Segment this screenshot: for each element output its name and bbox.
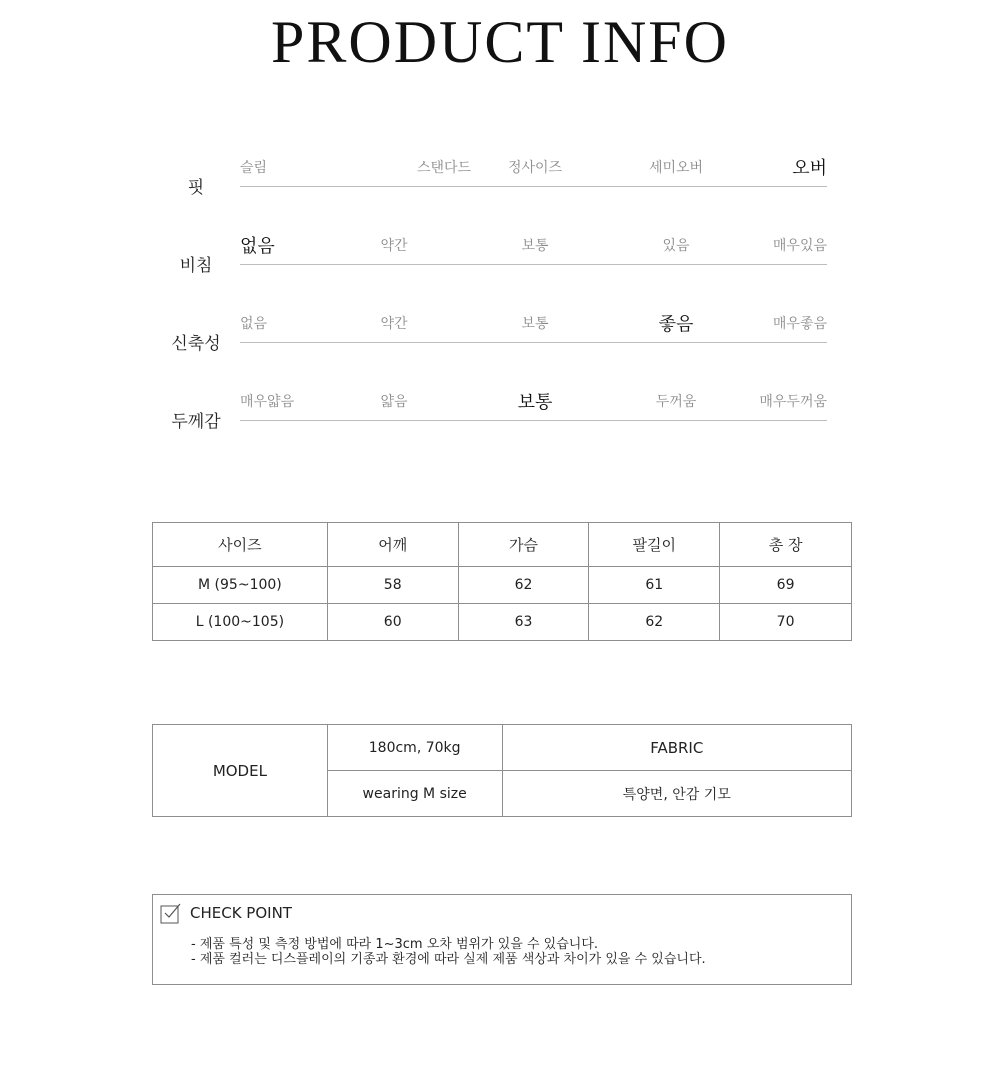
attribute-option: 얇음 — [380, 394, 408, 410]
attribute-option: 세미오버 — [648, 160, 704, 176]
attribute-option: 약간 — [380, 316, 408, 332]
attribute-option: 매우두꺼움 — [759, 394, 827, 410]
attribute-label: 핏 — [187, 178, 205, 198]
size-header-cell: 총 장 — [720, 523, 852, 567]
attribute-option: 오버 — [792, 158, 827, 179]
attribute-option: 매우좋음 — [772, 316, 827, 332]
size-cell: 58 — [327, 567, 458, 604]
size-header-cell: 사이즈 — [153, 523, 328, 567]
size-cell: L (100~105) — [153, 604, 328, 641]
size-table — [152, 522, 852, 641]
attribute-option: 매우있음 — [772, 238, 827, 254]
check-point-box — [152, 894, 852, 985]
model-label: MODEL — [153, 725, 328, 817]
attribute-row-fit — [160, 153, 840, 213]
attribute-option: 없음 — [240, 236, 275, 257]
size-cell: 61 — [589, 567, 720, 604]
fabric-value: 특양면, 안감 기모 — [502, 771, 851, 817]
list-item: - 제품 컬러는 디스플레이의 기종과 환경에 따라 실제 제품 색상과 차이가 있을 수 있습니다. — [191, 952, 706, 967]
table-row — [153, 567, 852, 604]
attribute-track — [240, 264, 827, 265]
check-point-list — [191, 937, 706, 967]
size-table-header — [153, 523, 852, 567]
attribute-option: 약간 — [380, 238, 408, 254]
table-row — [153, 604, 852, 641]
attribute-option: 없음 — [240, 316, 268, 332]
attribute-label: 비침 — [179, 256, 213, 276]
attribute-label: 두께감 — [171, 412, 221, 432]
attribute-option: 매우얇음 — [240, 394, 295, 410]
size-cell: 62 — [458, 567, 589, 604]
table-row — [153, 725, 852, 771]
size-cell: 69 — [720, 567, 852, 604]
attribute-row-sheerness — [160, 231, 840, 291]
fabric-label: FABRIC — [502, 725, 851, 771]
size-cell: M (95~100) — [153, 567, 328, 604]
attribute-option: 스탠다드 — [416, 160, 472, 176]
attribute-option: 좋음 — [658, 314, 694, 335]
attribute-track — [240, 342, 827, 343]
page-title: PRODUCT INFO — [271, 9, 729, 75]
attribute-option: 슬림 — [240, 160, 268, 176]
attribute-option: 정사이즈 — [507, 160, 563, 176]
list-item: - 제품 특성 및 측정 방법에 따라 1~3cm 오차 범위가 있을 수 있습니다. — [191, 937, 599, 952]
attribute-label: 신축성 — [171, 334, 221, 354]
attribute-option: 있음 — [662, 238, 690, 254]
model-height-weight: 180cm, 70kg — [327, 725, 502, 771]
attribute-option: 두꺼움 — [655, 394, 697, 410]
size-cell: 63 — [458, 604, 589, 641]
size-header-cell: 가슴 — [458, 523, 589, 567]
checkbox-icon — [160, 902, 182, 924]
check-point-title: CHECK POINT — [190, 904, 292, 922]
model-wearing-size: wearing M size — [327, 771, 502, 817]
size-header-cell: 어깨 — [327, 523, 458, 567]
size-cell: 62 — [589, 604, 720, 641]
model-table — [152, 724, 852, 817]
attribute-option: 보통 — [517, 392, 553, 413]
attribute-track — [240, 186, 827, 187]
attribute-track — [240, 420, 827, 421]
size-cell: 60 — [327, 604, 458, 641]
attribute-row-thickness — [160, 387, 840, 447]
size-cell: 70 — [720, 604, 852, 641]
size-header-cell: 팔길이 — [589, 523, 720, 567]
attribute-row-elasticity — [160, 309, 840, 369]
attribute-option: 보통 — [521, 238, 549, 254]
attribute-option: 보통 — [521, 316, 549, 332]
